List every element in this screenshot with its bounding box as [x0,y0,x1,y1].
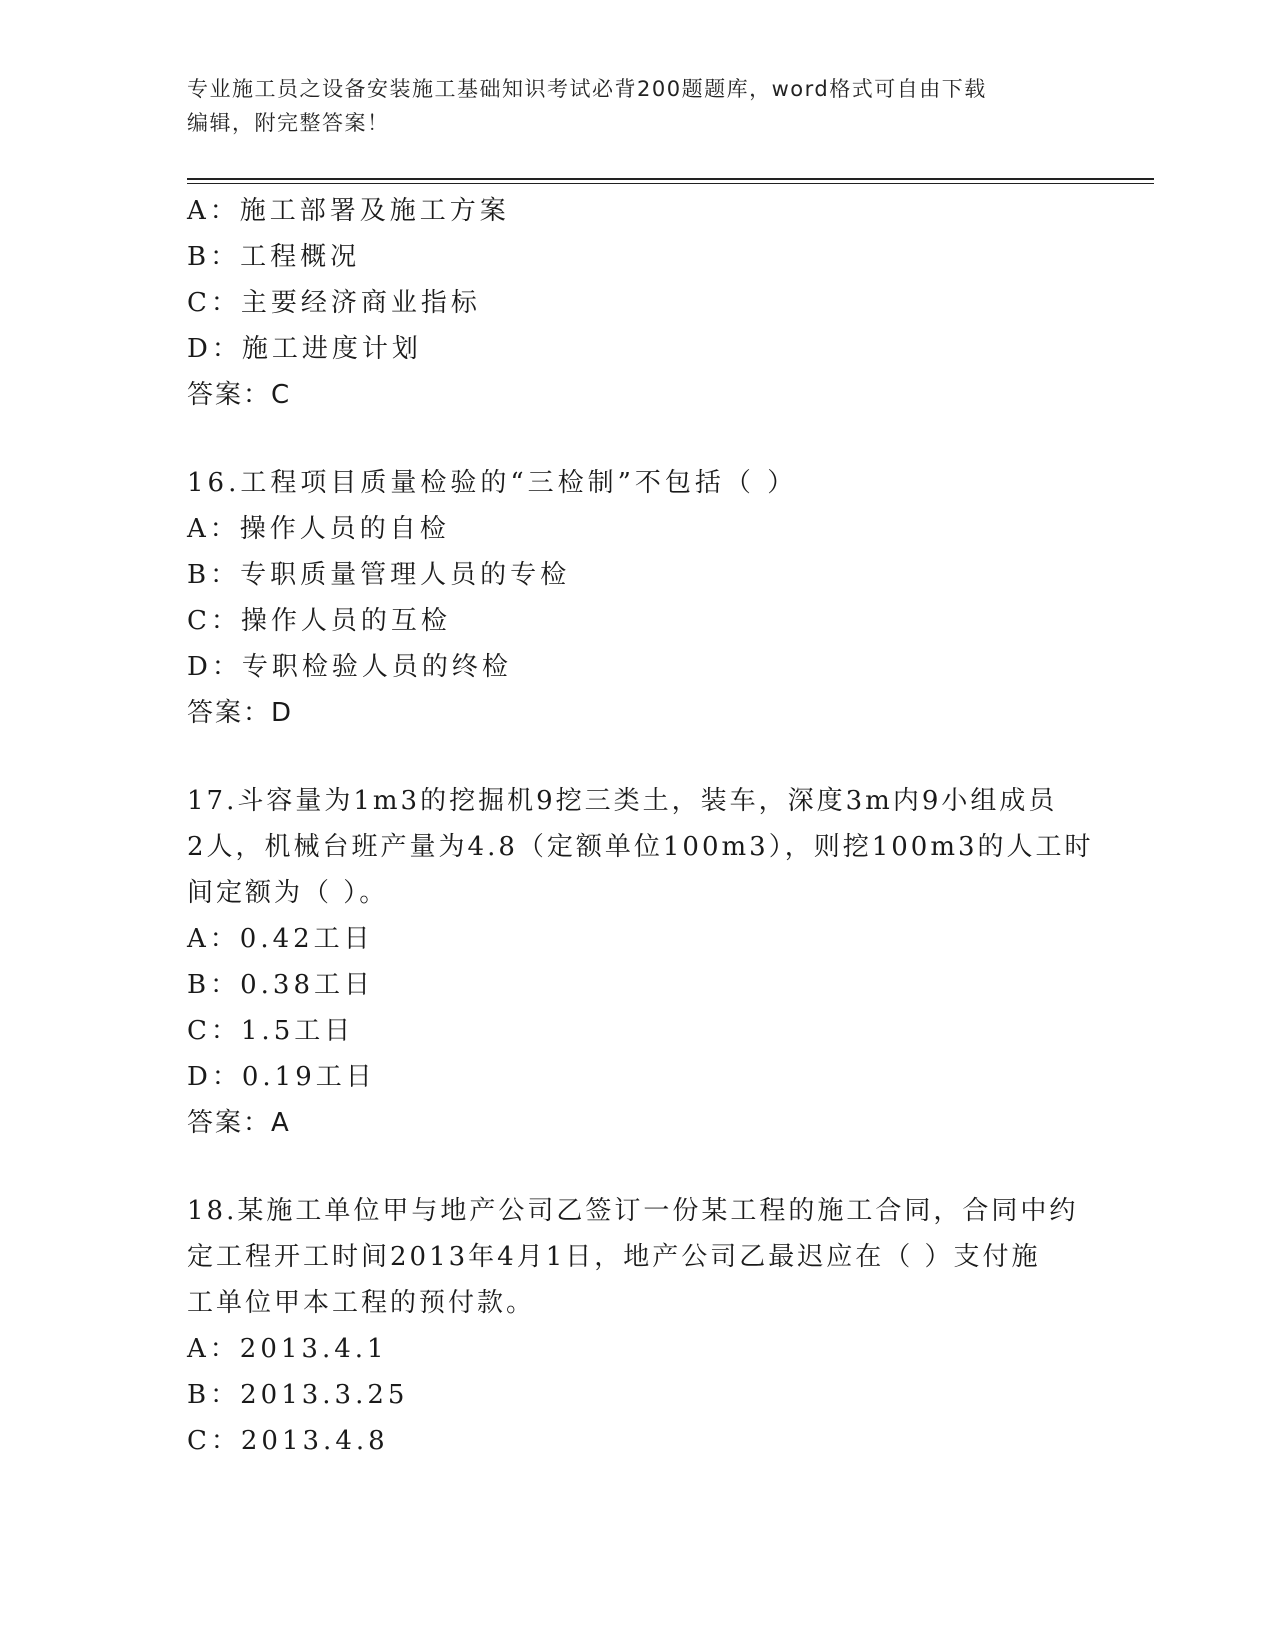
answer-line: 答案：C [187,380,292,410]
header-title-line-1: 专业施工员之设备安装施工基础知识考试必背200题题库，word格式可自由下载 [187,77,987,101]
option-a: A：操作人员的自检 [187,514,450,544]
question-stem-line-2: 定工程开工时间2013年4月1日，地产公司乙最迟应在（ ）支付施 [187,1242,1041,1272]
question-17 [187,778,1094,1146]
header-divider-thick [187,178,1154,180]
question-stem-line-3: 工单位甲本工程的预付款。 [187,1288,536,1318]
option-c: C：主要经济商业指标 [187,288,481,318]
option-c: C：操作人员的互检 [187,606,451,636]
question-stem-line-1: 18.某施工单位甲与地产公司乙签订一份某工程的施工合同，合同中约 [187,1196,1079,1226]
question-16 [187,460,1087,736]
answer-line: 答案：A [187,1108,291,1138]
question-stem-line-2: 2人，机械台班产量为4.8（定额单位100m3），则挖100m3的人工时 [187,832,1094,862]
option-b: B：工程概况 [187,242,361,272]
option-a: A：0.42工日 [187,924,374,954]
option-d: D：专职检验人员的终检 [187,652,512,682]
question-15 [187,188,1087,418]
question-stem-line-3: 间定额为（ ）。 [187,878,389,908]
header-title-line-2: 编辑，附完整答案！ [187,111,390,135]
question-list [187,188,1094,1464]
option-c: C：2013.4.8 [187,1426,389,1456]
option-d: D：施工进度计划 [187,334,422,364]
option-d: D：0.19工日 [187,1062,376,1092]
option-c: C：1.5工日 [187,1016,355,1046]
option-a: A：2013.4.1 [187,1334,388,1364]
question-stem-line-1: 17.斗容量为1m3的挖掘机9挖三类土，装车，深度3m内9小组成员 [187,786,1058,816]
question-stem: 16.工程项目质量检验的“三检制”不包括（ ） [187,468,798,498]
option-b: B：专职质量管理人员的专检 [187,560,571,590]
option-b: B：0.38工日 [187,970,374,1000]
header-divider-thin [187,183,1154,184]
document-header [187,72,1087,140]
answer-line: 答案：D [187,698,294,728]
option-a: A：施工部署及施工方案 [187,196,510,226]
question-18 [187,1188,1087,1464]
option-b: B：2013.3.25 [187,1380,409,1410]
